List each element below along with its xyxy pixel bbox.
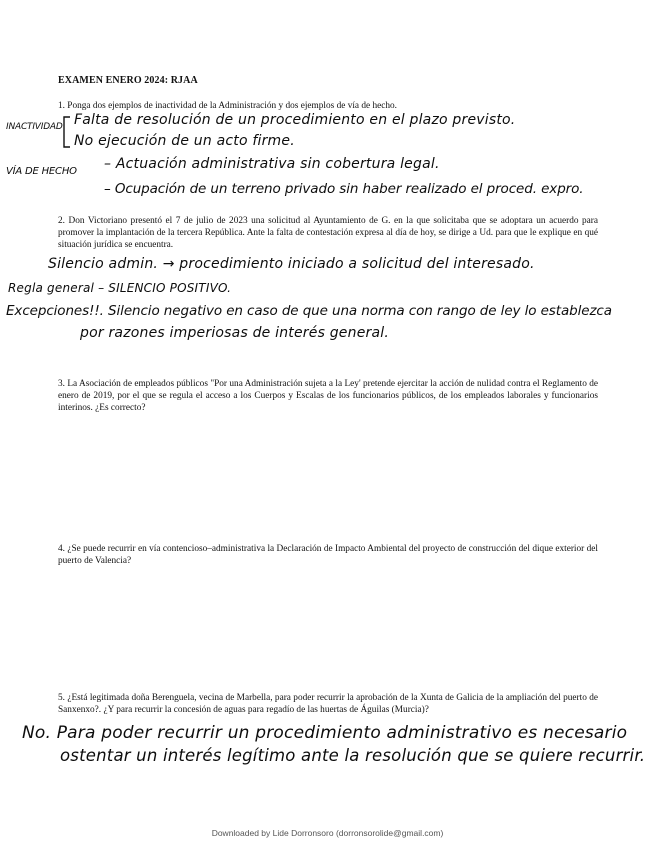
bracket-mark — [60, 115, 72, 149]
question-2: 2. Don Victoriano presentó el 7 de julio de 2023 una solicitud al Ayuntamiento de G. en la que solicitaba que se adoptara un acuerdo para promover la implantación de la tercera República. Ante la falta de contestación expresa al día de hoy, se dirige a Ud. para que le explique en qué situación jurídica se encuentra. — [58, 216, 598, 250]
question-3: 3. La Asociación de empleados públicos "Por una Administración sujeta a la Ley' pretende ejercitar la acción de nulidad contra el Reglamento de enero de 2019, por el que se regula el acceso a los Cuerpos y Escalas de los funcionarios públicos, de los empleados laborales y funcionarios interinos. ¿Es correcto? — [58, 379, 598, 413]
handwritten-inactividad-2: No ejecución de un acto firme. — [74, 133, 295, 149]
question-1: 1. Ponga dos ejemplos de inactividad de la Administración y dos ejemplos de vía de hecho. — [58, 101, 398, 111]
handwritten-via-1: – Actuación administrativa sin cobertura legal. — [104, 156, 440, 172]
handwritten-inactividad-1: Falta de resolución de un procedimiento en el plazo previsto. — [74, 112, 516, 128]
handwritten-q5-line-2: ostentar un interés legítimo ante la resolución que se quiere recurrir. — [60, 746, 646, 765]
handwritten-q5-line-1: No. Para poder recurrir un procedimiento administrativo es necesario — [22, 723, 628, 743]
download-footer: Downloaded by Lide Dorronsoro (dorronsorolide@gmail.com) — [211, 828, 444, 838]
handwritten-via-2: – Ocupación de un terreno privado sin haber realizado el proced. expro. — [104, 181, 584, 197]
question-4: 4. ¿Se puede recurrir en vía contencioso–administrativa la Declaración de Impacto Ambiental del proyecto de construcción del dique exterior del puerto de Valencia? — [58, 544, 598, 566]
handwritten-q2-line-2: Regla general – SILENCIO POSITIVO. — [8, 281, 232, 295]
exam-title: EXAMEN ENERO 2024: RJAA — [58, 75, 198, 86]
handwritten-q2-line-4: por razones imperiosas de interés general. — [80, 325, 389, 341]
question-5: 5. ¿Está legitimada doña Berenguela, vecina de Marbella, para poder recurrir la aprobación de la Xunta de Galicia de la ampliación del puerto de Sanxenxo?. ¿Y para recurrir la concesión de aguas para regadío de las huertas de Águilas (Murcia)? — [58, 693, 598, 715]
handwritten-q2-line-1: Silencio admin. → procedimiento iniciado a solicitud del interesado. — [48, 256, 535, 272]
handwritten-inactividad-label: INACTIVIDAD — [6, 122, 63, 132]
handwritten-q2-line-3: Excepciones!!. Silencio negativo en caso de que una norma con rango de ley lo establezca — [6, 303, 612, 319]
handwritten-via-label: VÍA DE HECHO — [6, 166, 77, 177]
